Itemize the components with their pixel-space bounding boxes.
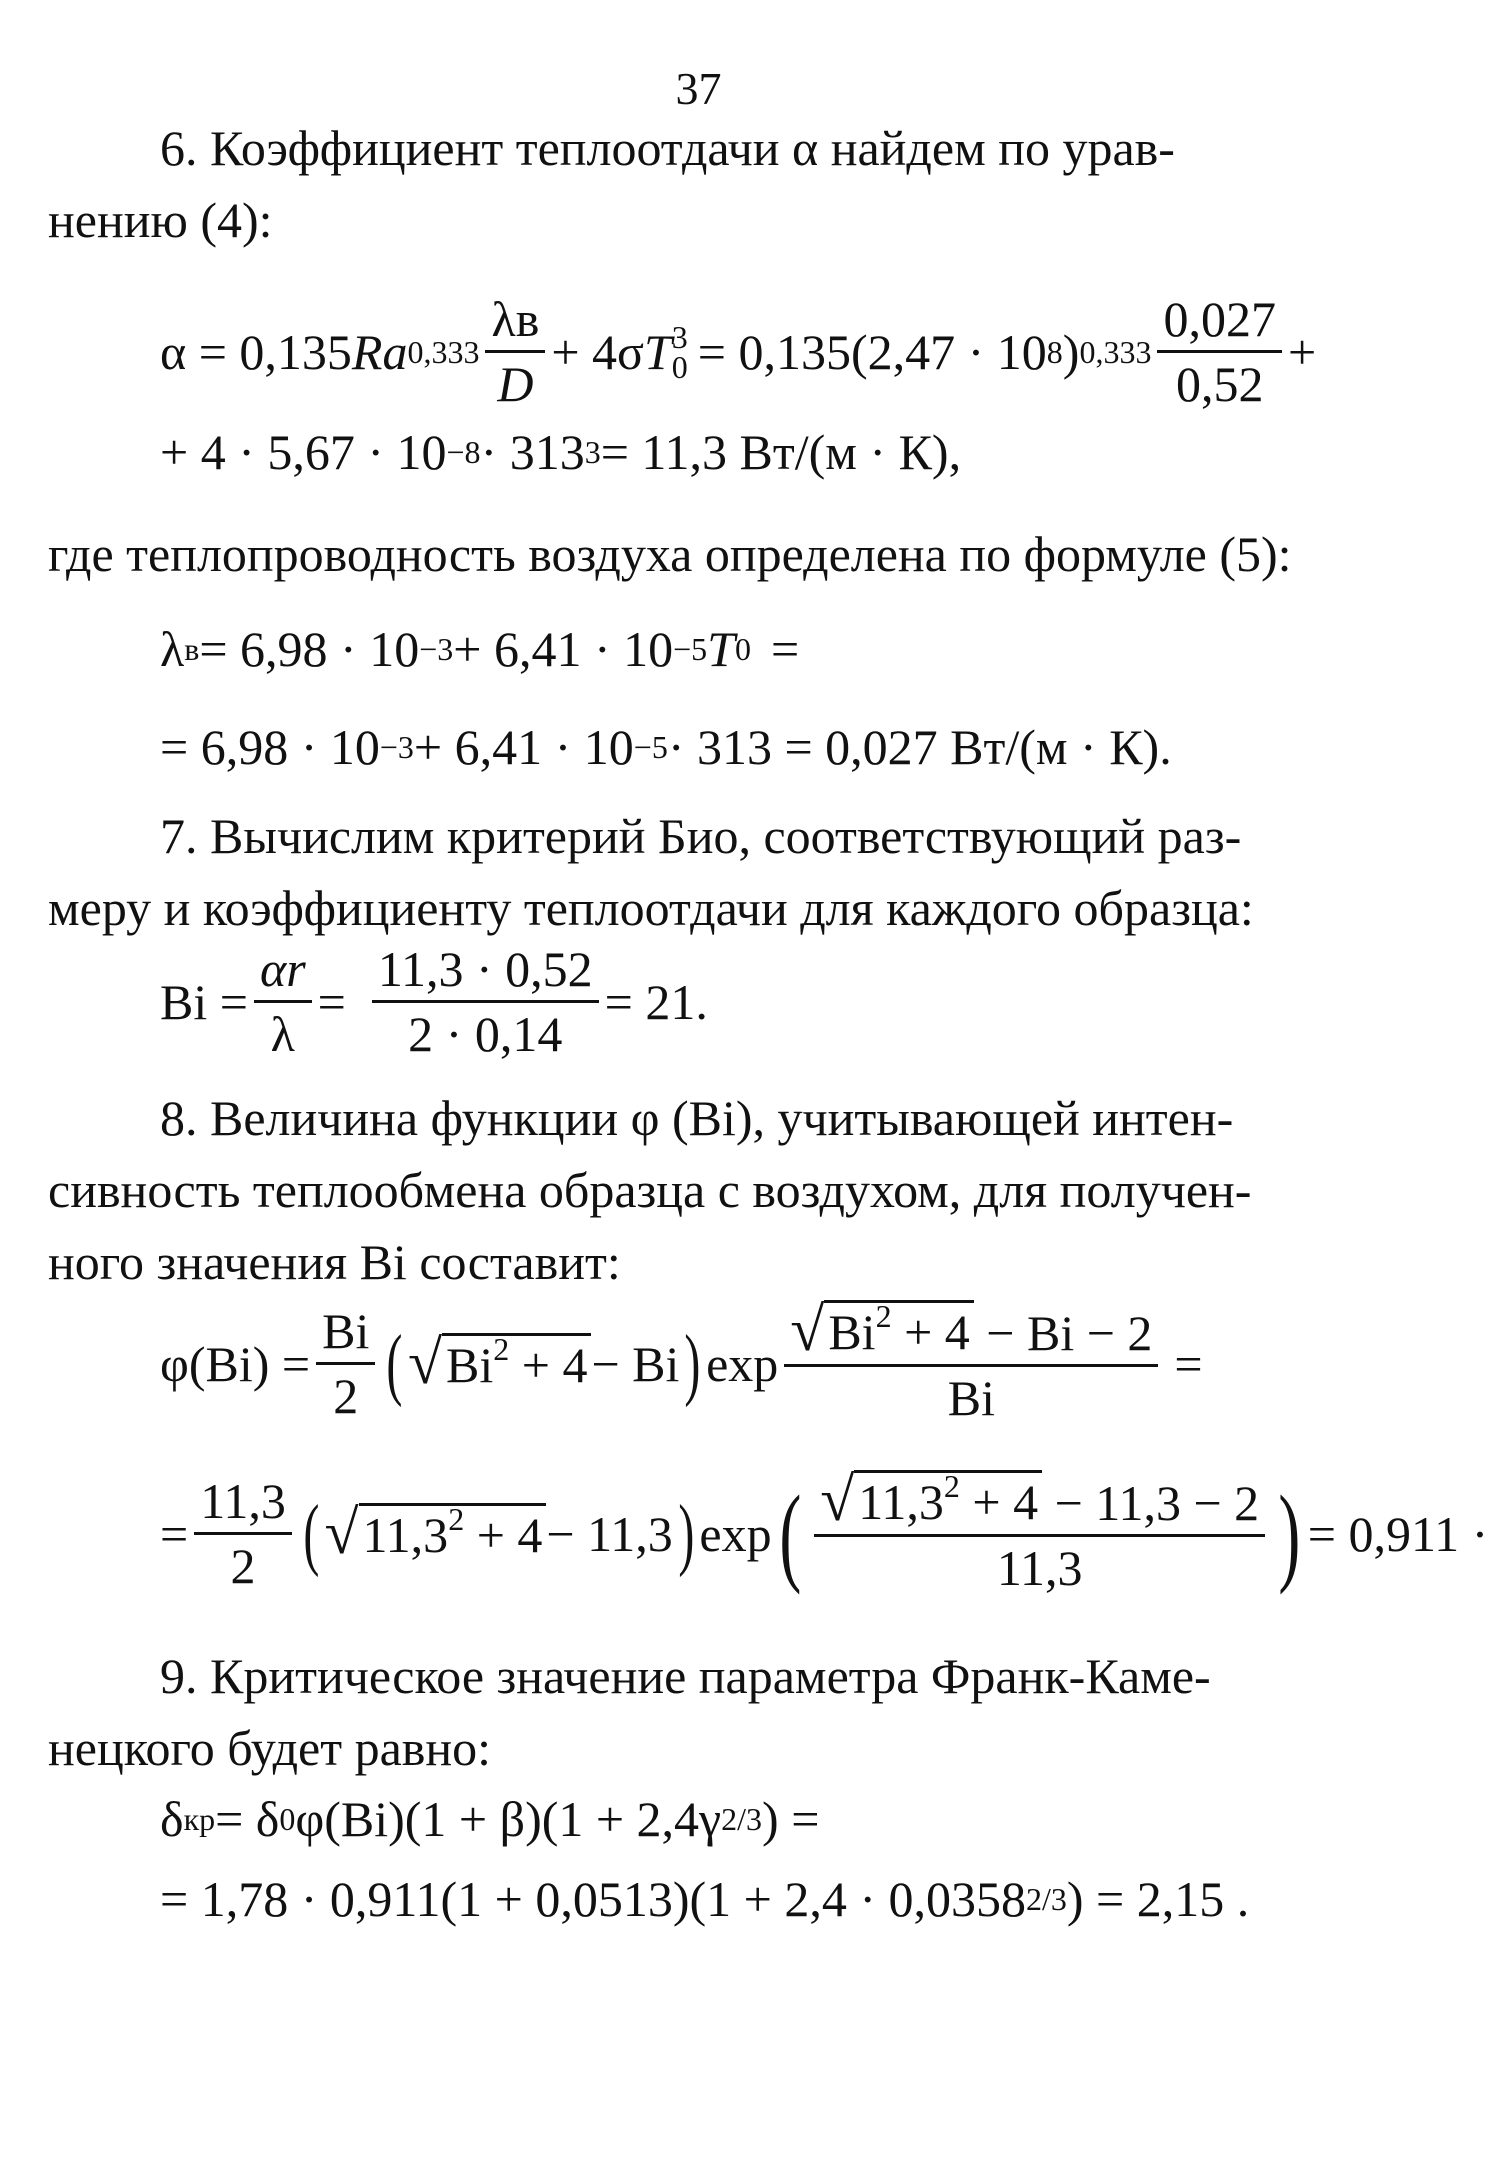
phi-sqrt-exp: 2 (493, 1331, 510, 1367)
paragraph-7-line-2: меру и коэффициенту теплоотдачи для каждого образца: (48, 880, 1254, 936)
sqrt-radical-icon: √ (790, 1296, 825, 1364)
phi-l2-sqrt (324, 1499, 547, 1567)
phi-paren-close: ) (684, 1319, 701, 1408)
phi-l2-result: = 0,911 · (1307, 1505, 1488, 1562)
lambda-l2-a: = 6,98 · 10 (160, 719, 380, 775)
sqrt-radical-icon: √ (820, 1466, 855, 1534)
paragraph-where-line: где теплопроводность воздуха определена по формуле (5): (48, 526, 1292, 582)
lambda-l1-b: = 6,98 · 10 (199, 621, 420, 677)
phi-l2-sqrt-exp: 2 (448, 1501, 465, 1537)
delta-l1-a: δ (160, 1791, 184, 1847)
paragraph-8-line-2: сивность теплообмена образца с воздухом, для получен- (48, 1162, 1252, 1218)
delta-l2-b: ) = 2,15 . (1066, 1871, 1250, 1927)
phi-l2-lhs: = (160, 1505, 189, 1562)
phi-l2-big-paren-close: ) (1278, 1472, 1301, 1595)
bi-frac2-num: 11,3 · 0,52 (372, 940, 599, 1003)
bi-result: = 21. (604, 973, 708, 1030)
phi-l2-fraction (194, 1472, 292, 1595)
phi-l2-num-sqrt-b: + 4 (959, 1474, 1039, 1530)
delta-l2-a: = 1,78 · 0,911(1 + 0,0513)(1 + 2,4 · 0,0358 (160, 1871, 1026, 1927)
equation-phi-line-1 (160, 1296, 1203, 1427)
alpha-ra: Ra (351, 323, 408, 380)
phi-l2-exp-word: exp (699, 1505, 772, 1562)
phi-l2-den: 11,3 (996, 1540, 1083, 1596)
bi-frac2-den: 2 · 0,14 (408, 1006, 563, 1062)
alpha-frac1-num: λв (485, 290, 545, 353)
lambda-l1-a: λ (160, 621, 185, 677)
paragraph-6-line-2: нению (4): (48, 192, 273, 248)
equation-alpha: α = 0,135 Ra 0,333 $\frac{\lambda в}{D}$ + 4σ T 3 0 = 0,135(2,47 · 10 8 ) 0,333 $\frac{0,027}{0,52}$ + + 4 · 5,67 · 10 −8 · 313 3 = 11,3 Вт/(м · К), (160, 291, 1317, 480)
phi-l2-frac-den: 2 (230, 1538, 256, 1594)
sqrt-radical-icon: √ (408, 1329, 443, 1397)
phi-num-sqrt-b: + 4 (891, 1304, 970, 1360)
phi-num-sqrt-exp: 2 (875, 1298, 892, 1334)
phi-paren-open: ( (386, 1319, 403, 1408)
equation-lambda: λ в = 6,98 · 10 −3 + 6,41 · 10 −5 T 0 = = 6,98 · 10 −3 + 6,41 · 10 −5 · 313 = 0,027 Вт/(м · К). (160, 621, 1172, 775)
phi-l2-num-sqrt-a: 11,3 (858, 1474, 944, 1530)
phi-frac-num: Bi (316, 1302, 375, 1365)
delta-l1-c: φ(Bi)(1 + β)(1 + 2,4γ (295, 1791, 722, 1847)
alpha-line2-b: · 313 (480, 424, 585, 480)
alpha-fraction-numbers (1157, 290, 1282, 413)
paragraph-9-line-2: нецкого будет равно: (48, 1720, 492, 1776)
phi-minus-bi: − Bi (591, 1335, 680, 1392)
phi-l2-sqrt-b: + 4 (464, 1507, 543, 1563)
delta-l1-b: = δ (215, 1791, 280, 1847)
phi-big-den: Bi (947, 1370, 995, 1426)
bi-lhs: Bi = (160, 973, 248, 1030)
bi-eq: = (317, 973, 346, 1030)
paragraph-9 (48, 1640, 1338, 1784)
paragraph-6 (48, 112, 1338, 256)
lambda-l1-d: T (707, 621, 735, 677)
phi-l2-minus: − 11,3 (546, 1505, 673, 1562)
alpha-close: ) (1062, 323, 1080, 380)
bi-fraction-1 (254, 940, 312, 1063)
lambda-l2-b: + 6,41 · 10 (413, 719, 634, 775)
alpha-line2-a: + 4 · 5,67 · 10 (160, 424, 447, 480)
alpha-eq2: = 0,135(2,47 · 10 (697, 323, 1047, 380)
phi-frac-den: 2 (333, 1368, 359, 1424)
alpha-fraction-lambda-d (485, 290, 545, 413)
phi-l2-num-after: − 11,3 − 2 (1042, 1475, 1260, 1531)
phi-sqrt-b: + 4 (509, 1337, 588, 1393)
phi-l2-paren-close: ) (678, 1489, 695, 1578)
paragraph-where (48, 518, 1338, 590)
delta-l1-d: ) = (762, 1791, 820, 1847)
alpha-frac1-den: D (497, 356, 534, 412)
phi-sqrt (408, 1329, 591, 1397)
phi-l2-frac-num: 11,3 (194, 1472, 292, 1535)
bi-fraction-2 (372, 940, 599, 1063)
lambda-l2-c: · 313 = 0,027 Вт/(м · К). (667, 719, 1172, 775)
alpha-line2-c: = 11,3 Вт/(м · К), (600, 424, 962, 480)
page-number: 37 (675, 63, 722, 114)
alpha-t0-sup: 3 (671, 318, 688, 355)
paragraph-6-line-1: 6. Коэффициент теплоотдачи α найдем по урав- (160, 120, 1175, 176)
phi-sqrt-a: Bi (446, 1337, 494, 1393)
phi-num-sqrt-a: Bi (828, 1304, 876, 1360)
phi-big-fraction (784, 1296, 1158, 1427)
phi-l2-sqrt-a: 11,3 (362, 1507, 449, 1563)
phi-fraction-bi-2 (316, 1302, 375, 1425)
paragraph-7-line-1: 7. Вычислим критерий Био, соответствующий раз- (160, 808, 1242, 864)
equation-delta: δ кр = δ 0 φ(Bi)(1 + β)(1 + 2,4γ 2/3 ) = = 1,78 · 0,911(1 + 0,0513)(1 + 2,4 · 0,0358 2/3 ) = 2,15 . (160, 1791, 1250, 1927)
phi-l2-big-paren-open: ( (778, 1472, 801, 1595)
paragraph-7 (48, 800, 1338, 944)
equation-phi-line-2 (160, 1466, 1488, 1597)
alpha-lhs: α = 0,135 (160, 323, 352, 380)
phi-l2-big-fraction (814, 1466, 1265, 1597)
paragraph-8-line-1: 8. Величина функции φ (Bi), учитывающей интен- (160, 1090, 1234, 1146)
phi-num-after: − Bi − 2 (973, 1305, 1153, 1361)
paragraph-8 (48, 1082, 1338, 1298)
alpha-plus: + (1287, 323, 1317, 380)
lambda-l1-e: = (770, 621, 800, 677)
bi-frac1-den: λ (270, 1006, 295, 1062)
bi-frac1-num: αr (259, 941, 306, 997)
phi-l2-num-sqrt-exp: 2 (943, 1468, 960, 1504)
equation-bi (160, 940, 708, 1063)
lambda-l1-c: + 6,41 · 10 (453, 621, 674, 677)
alpha-frac2-num: 0,027 (1157, 290, 1282, 353)
sqrt-radical-icon: √ (324, 1499, 359, 1567)
alpha-t0-sub: 0 (671, 348, 688, 385)
alpha-t0: T (643, 323, 672, 380)
phi-l2-paren-open: ( (303, 1489, 320, 1578)
phi-tail: = (1174, 1335, 1203, 1392)
phi-exp-word: exp (706, 1335, 779, 1392)
paragraph-8-line-3: ного значения Bi составит: (48, 1234, 621, 1290)
phi-lhs: φ(Bi) = (160, 1335, 311, 1392)
paragraph-9-line-1: 9. Критическое значение параметра Франк-Каме- (160, 1648, 1211, 1704)
alpha-mid: + 4σ (551, 323, 644, 380)
alpha-frac2-den: 0,52 (1175, 356, 1264, 412)
